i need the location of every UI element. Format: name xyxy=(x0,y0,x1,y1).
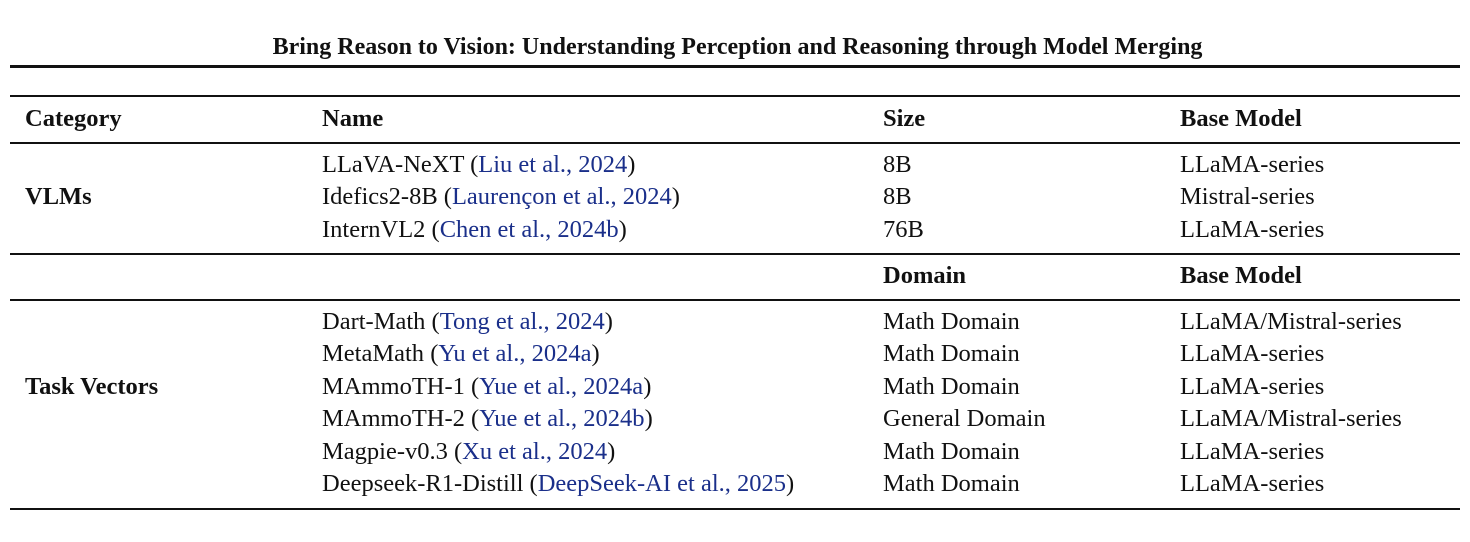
header-separator-rule xyxy=(10,142,1460,144)
base-model-cell: LLaMA-series xyxy=(1180,216,1325,243)
domain-cell: Math Domain xyxy=(883,308,1020,335)
table-bottom-rule xyxy=(10,508,1460,510)
citation-link[interactable]: Yu et al., 2024a xyxy=(438,340,592,367)
category-task-vectors: Task Vectors xyxy=(25,373,159,400)
model-name-cell: MAmmoTH-2 (Yue et al., 2024b) xyxy=(322,405,653,432)
citation-link[interactable]: Liu et al., 2024 xyxy=(478,151,628,178)
paper-running-title: Bring Reason to Vision: Understanding Perception and Reasoning through Model Merging xyxy=(272,34,1203,60)
model-name-cell: MAmmoTH-1 (Yue et al., 2024a) xyxy=(322,373,652,400)
citation-link[interactable]: DeepSeek-AI et al., 2025 xyxy=(537,470,787,497)
section-separator-rule xyxy=(10,253,1460,255)
header-rule xyxy=(10,65,1460,68)
domain-cell: Math Domain xyxy=(883,438,1020,465)
base-model-cell: LLaMA/Mistral-series xyxy=(1180,308,1402,335)
base-model-cell: LLaMA-series xyxy=(1180,373,1325,400)
citation-link[interactable]: Laurençon et al., 2024 xyxy=(451,183,672,210)
citation-link[interactable]: Yue et al., 2024a xyxy=(479,373,644,400)
citation-link[interactable]: Chen et al., 2024b xyxy=(439,216,619,243)
model-name-cell: LLaVA-NeXT (Liu et al., 2024) xyxy=(322,151,636,178)
model-name-cell: MetaMath (Yu et al., 2024a) xyxy=(322,340,600,367)
subheader-domain: Domain xyxy=(883,262,967,289)
header-size: Size xyxy=(883,105,926,132)
category-vlms: VLMs xyxy=(25,183,92,210)
model-name-cell: Dart-Math (Tong et al., 2024) xyxy=(322,308,613,335)
header-name: Name xyxy=(322,105,384,132)
size-cell: 8B xyxy=(883,183,912,210)
domain-cell: Math Domain xyxy=(883,373,1020,400)
base-model-cell: LLaMA-series xyxy=(1180,340,1325,367)
base-model-cell: LLaMA/Mistral-series xyxy=(1180,405,1402,432)
citation-link[interactable]: Tong et al., 2024 xyxy=(439,308,605,335)
citation-link[interactable]: Yue et al., 2024b xyxy=(479,405,645,432)
subheader-base-model: Base Model xyxy=(1180,262,1302,289)
model-name-cell: Deepseek-R1-Distill (DeepSeek-AI et al., 2025) xyxy=(322,470,795,497)
subheader-separator-rule xyxy=(10,299,1460,301)
base-model-cell: LLaMA-series xyxy=(1180,470,1325,497)
model-name-cell: Idefics2-8B (Laurençon et al., 2024) xyxy=(322,183,680,210)
header-category: Category xyxy=(25,105,122,132)
model-name-cell: InternVL2 (Chen et al., 2024b) xyxy=(322,216,627,243)
domain-cell: Math Domain xyxy=(883,470,1020,497)
base-model-cell: LLaMA-series xyxy=(1180,438,1325,465)
size-cell: 8B xyxy=(883,151,912,178)
header-base-model: Base Model xyxy=(1180,105,1302,132)
domain-cell: Math Domain xyxy=(883,340,1020,367)
base-model-cell: Mistral-series xyxy=(1180,183,1315,210)
size-cell: 76B xyxy=(883,216,924,243)
base-model-cell: LLaMA-series xyxy=(1180,151,1325,178)
citation-link[interactable]: Xu et al., 2024 xyxy=(462,438,608,465)
domain-cell: General Domain xyxy=(883,405,1046,432)
table-top-rule xyxy=(10,95,1460,97)
model-name-cell: Magpie-v0.3 (Xu et al., 2024) xyxy=(322,438,616,465)
